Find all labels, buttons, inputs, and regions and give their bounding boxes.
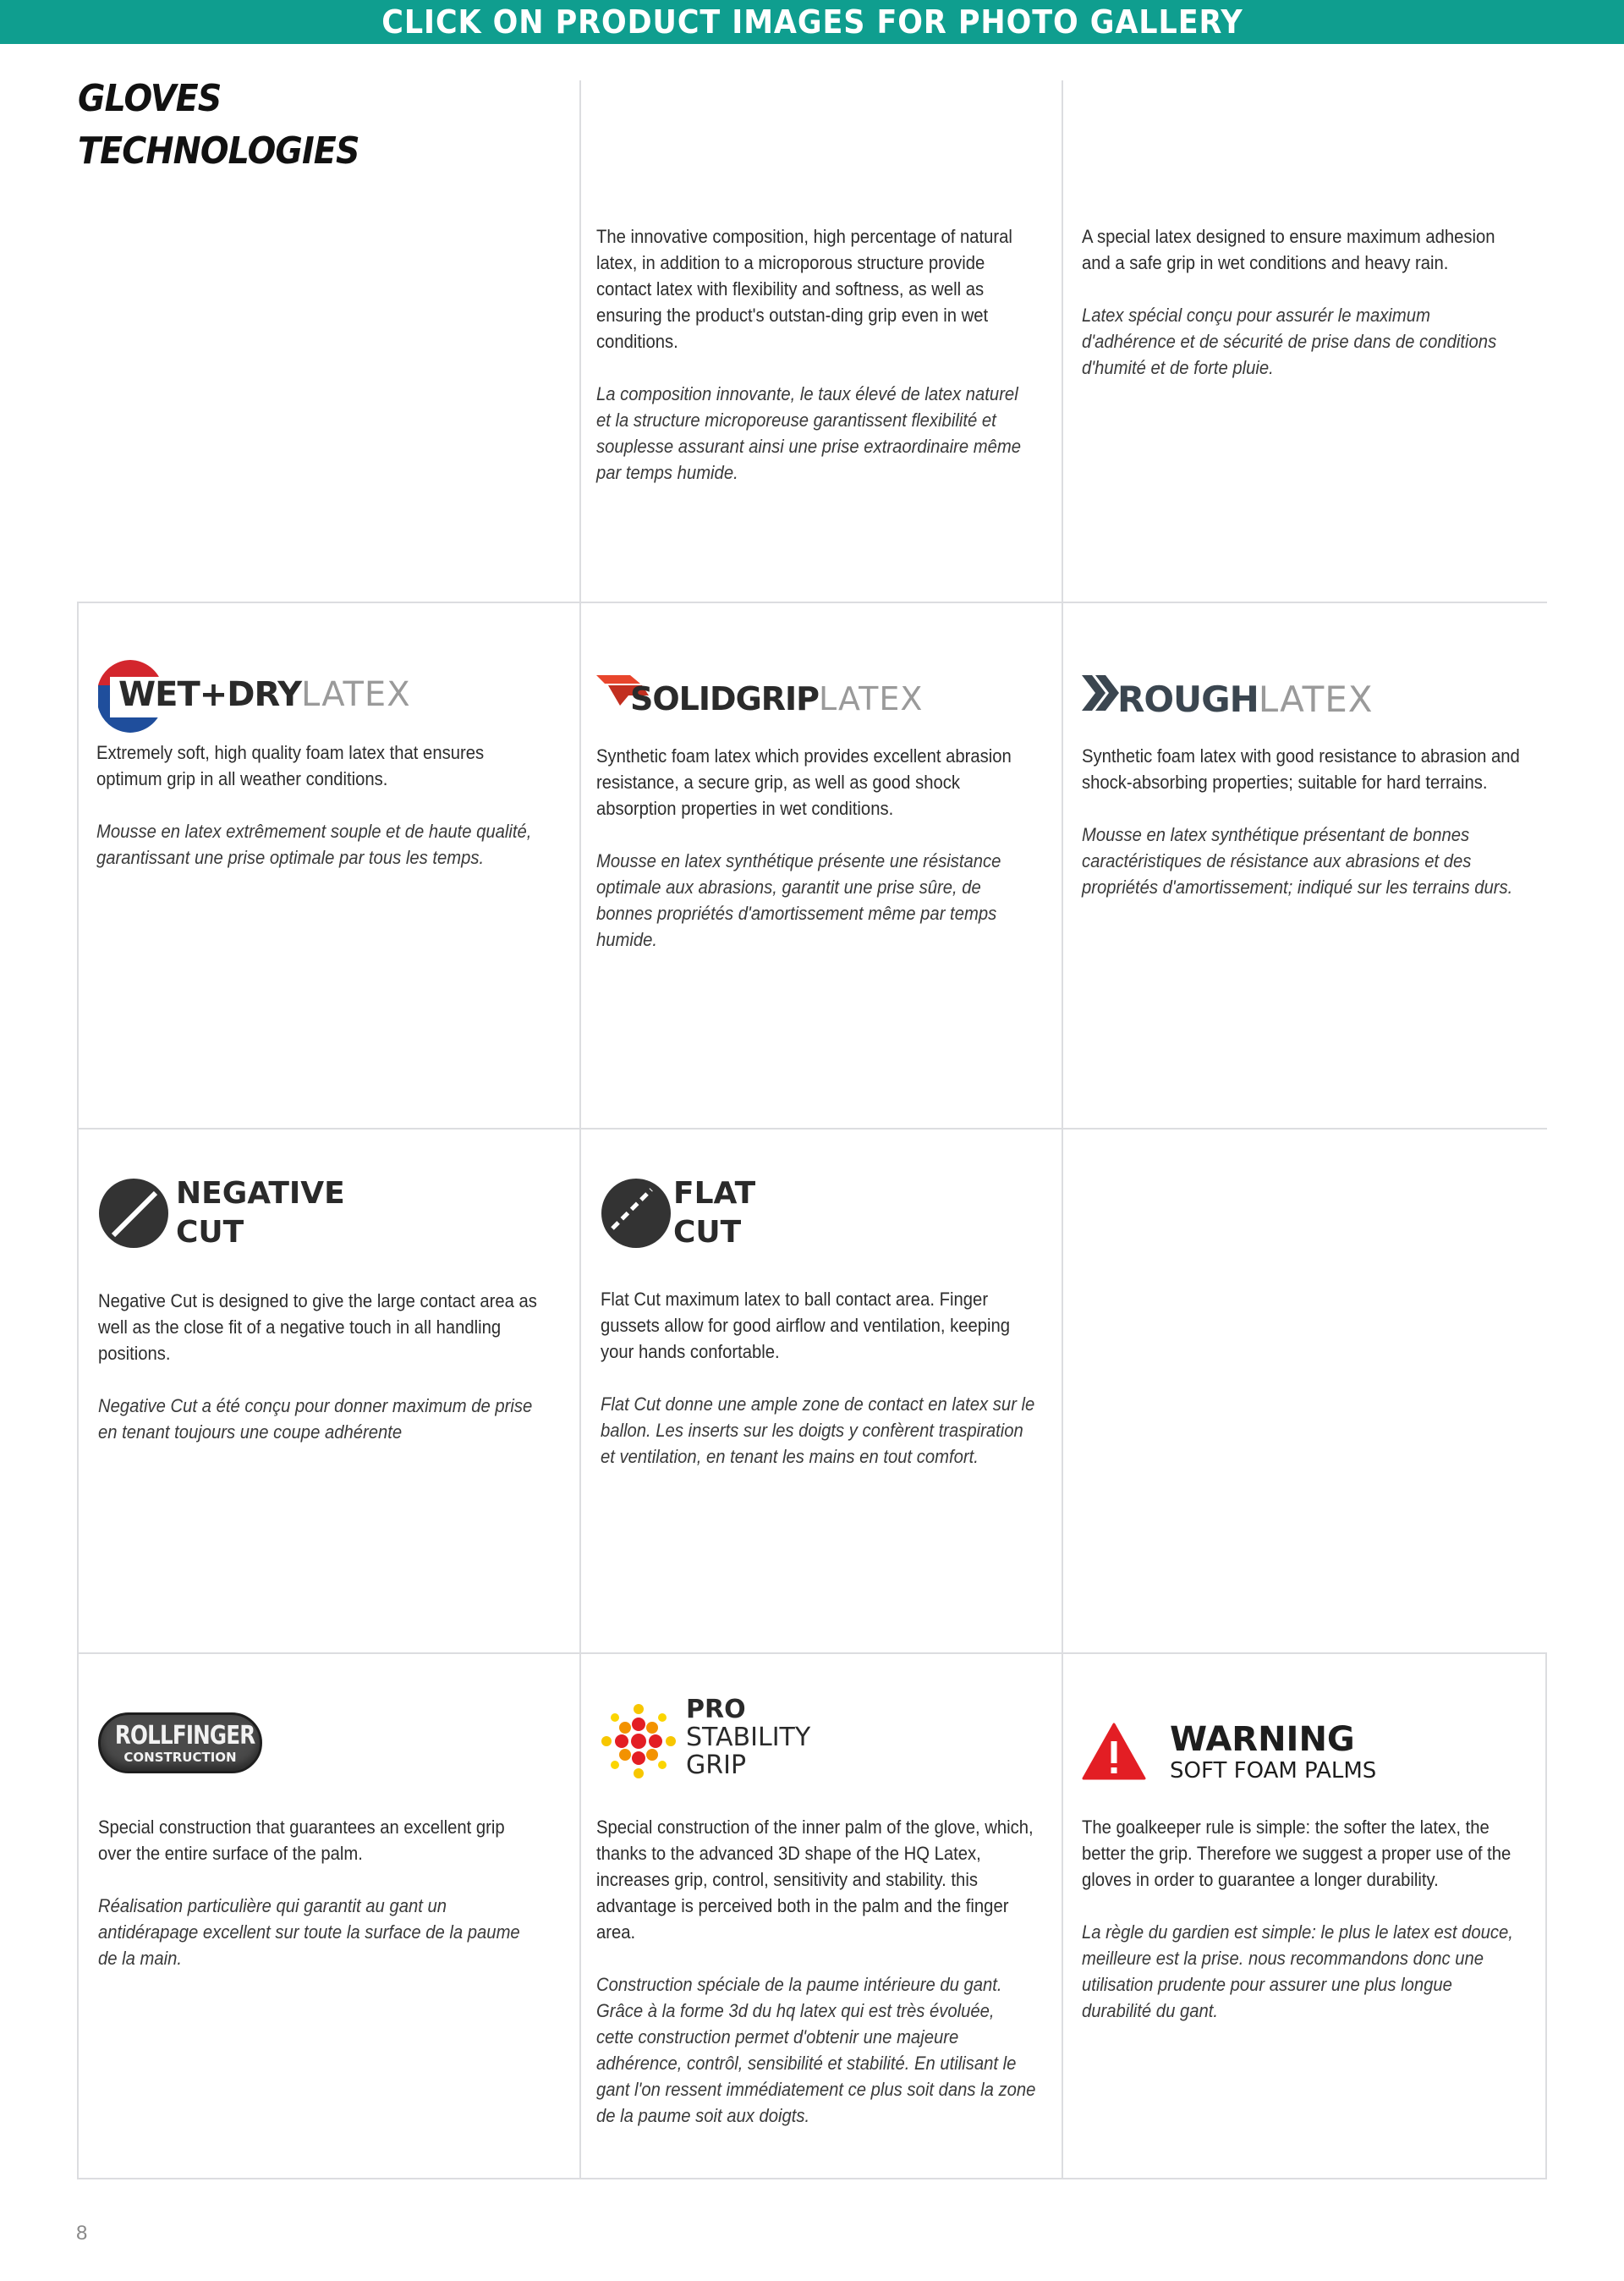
grid-line (579, 80, 581, 2179)
flat-cut-icon (601, 1178, 672, 1249)
negative-cut-text-en: Negative Cut is designed to give the large contact area as well as the close fit of a negative touch in all handling positions. (98, 1290, 537, 1364)
grid-line (1062, 80, 1063, 2179)
flat-cut-logo-line2: CUT (673, 1215, 742, 1250)
solidgrip-latex-cell[interactable] (596, 658, 1036, 953)
flat-cut-text-fr: Flat Cut donne une ample zone de contact en latex sur le ballon. Les inserts sur les doigts y confèrent traspiration et ventilation, en tenant les mains en tout comfort. (601, 1393, 1035, 1467)
negative-cut-icon (98, 1178, 169, 1249)
negative-cut-logo-line2: CUT (176, 1215, 244, 1250)
pro-stability-logo-line2: STABILITY (686, 1723, 811, 1752)
rough-logo[interactable] (1082, 658, 1522, 743)
gallery-banner[interactable] (0, 0, 1624, 44)
warning-text-en: The goalkeeper rule is simple: the softer the latex, the better the grip. Therefore we suggest a proper use of the gloves in order to guarantee a longer durability. (1082, 1817, 1512, 1890)
rollfinger-logo[interactable] (98, 1712, 538, 1814)
title-line-1: GLOVES (78, 77, 222, 120)
flat-cut-logo[interactable] (601, 1174, 1040, 1286)
flat-cut-logo-line1: FLAT (673, 1176, 756, 1211)
rollfinger-logo-line2: CONSTRUCTION (123, 1750, 237, 1765)
wetdry-latex-cell[interactable] (96, 657, 536, 871)
rough-text-fr: Mousse en latex synthétique présentant de bonnes caractéristiques de résistance aux abrasions et des propriétés d'amortissement; indiqué sur les terrains durs. (1082, 824, 1513, 898)
title-line-2: TECHNOLOGIES (78, 129, 359, 173)
negative-cut-cell[interactable] (98, 1174, 538, 1445)
warning-text-fr: La règle du gardien est simple: le plus le latex est douce, meilleure est la prise. nous recommandons donc une utilisation prudente pour assurer une plus longue durabilité du gant. (1082, 1921, 1513, 2021)
grid-line (77, 602, 79, 2179)
solidgrip-text-fr: Mousse en latex synthétique présente une résistance optimale aux abrasions, garantit une prise sûre, de bonnes propriétés d'amortissement même par temps humide. (596, 850, 1001, 950)
pro-stability-text-fr: Construction spéciale de la paume intérieure du gant. Grâce à la forme 3d du hq latex qui est très évoluée, cette construction permet d'obtenir une majeure adhérence, contrôl, sensibilité et stabilité. En utilisant le gant l'on ressent immédiatement ce plus soit dans la zone de la paume soit aux doigts. (596, 1974, 1036, 2126)
pro-stability-logo-line1: PRO (686, 1695, 746, 1724)
rollfinger-text-en: Special construction that guarantees an excellent grip over the entire surface of the palm. (98, 1817, 505, 1864)
grid-line (77, 602, 1547, 603)
flat-cut-text-en: Flat Cut maximum latex to ball contact area. Finger gussets allow for good airflow and ventilation, keeping your hands confortable. (601, 1289, 1011, 1362)
rollfinger-text-fr: Réalisation particulière qui garantit au gant un antidérapage excellent sur toute la surface de la paume de la main. (98, 1895, 520, 1969)
solidgrip-logo-bold: SOLIDGRIP (630, 680, 820, 717)
page-title (78, 73, 501, 178)
pro-stability-text-en: Special construction of the inner palm of the glove, which, thanks to the advanced 3D shape of the HQ Latex, increases grip, control, sensitivity and stability. this advantage is perceived both in the palm and the finger area. (596, 1817, 1034, 1943)
aqua-latex-cell (596, 223, 1028, 486)
solidgrip-text-en: Synthetic foam latex which provides excellent abrasion resistance, a secure grip, as well as good shock absorption properties in wet conditions. (596, 745, 1012, 819)
rain-text-en: A special latex designed to ensure maximum adhesion and a safe grip in wet conditions and heavy rain. (1082, 226, 1495, 273)
rough-latex-cell[interactable] (1082, 658, 1522, 900)
rough-text-en: Synthetic foam latex with good resistance to abrasion and shock-absorbing properties; suitable for hard terrains. (1082, 745, 1520, 793)
rain-latex-cell (1082, 223, 1513, 381)
wetdry-logo[interactable] (96, 657, 536, 739)
wetdry-text-fr: Mousse en latex extrêmement souple et de haute qualité, garantissant une prise optimale par tous les temps. (96, 821, 532, 868)
flat-cut-cell[interactable] (601, 1174, 1040, 1470)
rollfinger-badge (98, 1712, 262, 1773)
rough-logo-light: LATEX (1258, 679, 1374, 720)
rollfinger-cell[interactable] (98, 1712, 538, 1971)
grid-line (1545, 1653, 1547, 2179)
wetdry-logo-light: LATEX (301, 675, 411, 714)
warning-cell (1082, 1719, 1522, 2024)
warning-triangle-icon (1082, 1723, 1146, 1780)
wetdry-logo-bold: WET+DRY (118, 675, 302, 714)
warning-logo-line1: WARNING (1170, 1720, 1355, 1759)
rain-text-fr: Latex spécial conçu pour assurér le maximum d'adhérence et de sécurité de prise dans de conditions d'humité et de forte pluie. (1082, 305, 1497, 378)
rough-logo-bold: ROUGH (1117, 679, 1259, 720)
negative-cut-logo-line1: NEGATIVE (176, 1176, 345, 1211)
warning-logo-line2: SOFT FOAM PALMS (1170, 1758, 1377, 1784)
aqua-text-en: The innovative composition, high percentage of natural latex, in addition to a microporous structure provide contact latex with flexibility and softness, as well as ensuring the product's outstan-ding grip even in wet conditions. (596, 226, 1012, 352)
banner-text[interactable]: CLICK ON PRODUCT IMAGES FOR PHOTO GALLERY (381, 3, 1243, 41)
pro-stability-logo-line3: GRIP (686, 1751, 747, 1780)
pro-stability-logo[interactable] (596, 1696, 1036, 1814)
aqua-text-fr: La composition innovante, le taux élevé de latex naturel et la structure microporeuse garantissent flexibilité et souplesse assurant ainsi une prise extraordinaire même par temps humide. (596, 383, 1022, 483)
rollfinger-logo-line1: ROLLFINGER (114, 1721, 255, 1751)
page-number: 8 (76, 2222, 88, 2245)
pro-stability-dots-icon (596, 1699, 681, 1784)
grid-line (77, 1128, 1547, 1130)
grid-line (77, 2178, 1547, 2179)
warning-logo (1082, 1719, 1522, 1814)
negative-cut-text-fr: Negative Cut a été conçu pour donner maximum de prise en tenant toujours une coupe adhérente (98, 1395, 533, 1443)
solidgrip-logo-light: LATEX (819, 680, 924, 717)
negative-cut-logo[interactable] (98, 1174, 538, 1288)
wetdry-text-en: Extremely soft, high quality foam latex that ensures optimum grip in all weather conditions. (96, 742, 485, 789)
solidgrip-logo[interactable] (596, 658, 1036, 743)
pro-stability-cell[interactable] (596, 1696, 1036, 2129)
grid-line (77, 1652, 1547, 1654)
